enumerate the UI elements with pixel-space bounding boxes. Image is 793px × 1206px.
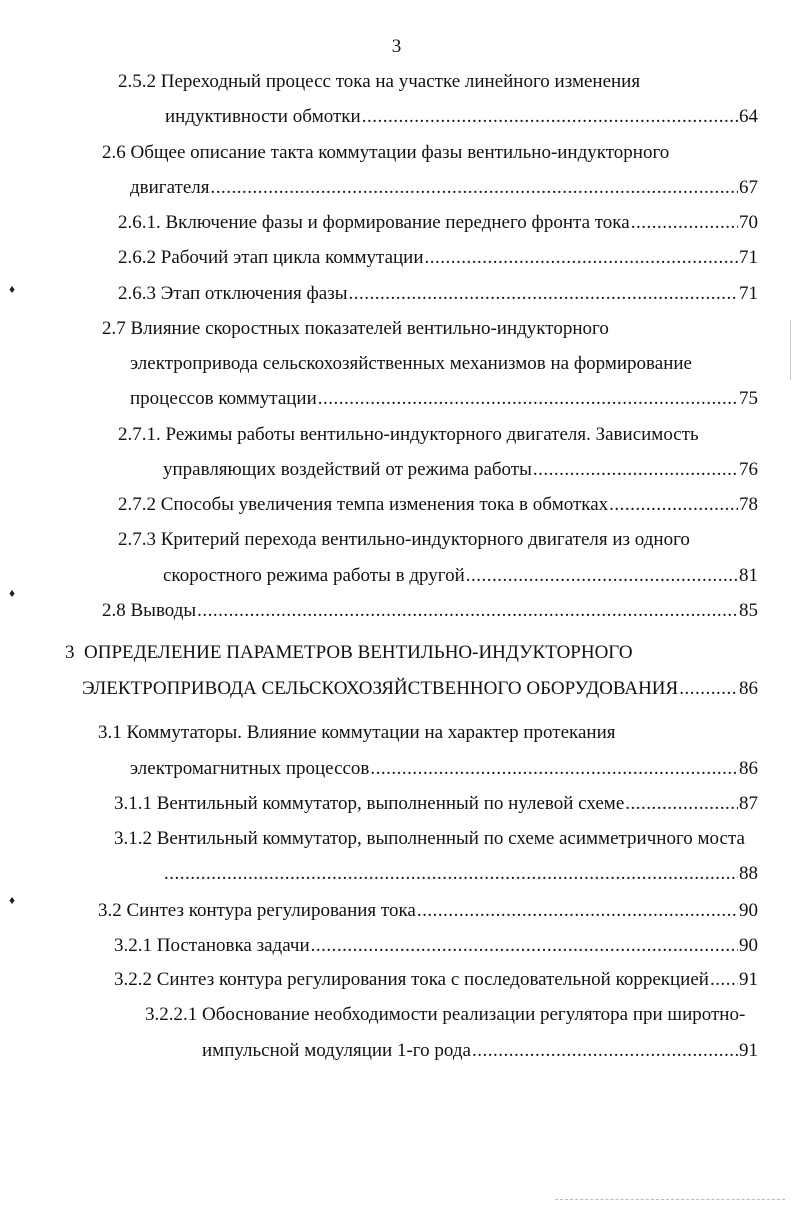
toc-page: 90 <box>739 935 758 956</box>
dot-leader <box>370 757 738 781</box>
toc-title: 3.2 Синтез контура регулирования тока <box>98 900 416 921</box>
toc-title: процессов коммутации <box>130 388 317 409</box>
scan-speck-icon: ♦ <box>9 893 16 907</box>
dot-leader <box>425 246 738 270</box>
toc-title: 2.6.3 Этап отключения фазы <box>118 283 348 304</box>
toc-entry-2-6[interactable] <box>130 176 758 200</box>
toc-entry-2-7-1[interactable] <box>163 458 758 482</box>
toc-title: скоростного режима работы в другой <box>163 565 465 586</box>
toc-page: 90 <box>739 900 758 921</box>
dot-leader <box>197 599 738 623</box>
toc-chapter-3-line-1: 3 ОПРЕДЕЛЕНИЕ ПАРАМЕТРОВ ВЕНТИЛЬНО-ИНДУКТОРНОГО <box>65 642 633 663</box>
toc-entry-2-6-3[interactable] <box>118 282 758 306</box>
scan-rule <box>555 1199 785 1200</box>
toc-page: 75 <box>739 388 758 409</box>
toc-title: импульсной модуляции 1-го рода <box>202 1040 471 1061</box>
dot-leader <box>417 899 738 923</box>
dot-leader <box>710 968 738 992</box>
dot-leader <box>679 677 738 701</box>
scan-speck-icon: ♦ <box>9 586 16 600</box>
toc-page: 67 <box>739 177 758 198</box>
toc-entry-2-7-line-2: электропривода сельскохозяйственных механизмов на формирование <box>130 353 692 374</box>
dot-leader <box>472 1039 738 1063</box>
toc-entry-3-2-2[interactable] <box>114 968 758 992</box>
toc-entry-3-2[interactable] <box>98 899 758 923</box>
toc-title: двигателя <box>130 177 210 198</box>
dot-leader <box>318 387 738 411</box>
toc-title: 2.8 Выводы <box>102 600 197 621</box>
dot-leader <box>609 493 738 517</box>
toc-page: 70 <box>739 212 758 233</box>
toc-entry-3-1-2[interactable] <box>163 862 758 886</box>
dot-leader <box>631 211 738 235</box>
toc-page: 76 <box>739 459 758 480</box>
scan-edge <box>790 320 791 380</box>
toc-entry-3-2-2-1-line-1: 3.2.2.1 Обоснование необходимости реализации регулятора при широтно- <box>145 1004 746 1025</box>
dot-leader <box>362 105 738 129</box>
toc-title: управляющих воздействий от режима работы <box>163 459 532 480</box>
dot-leader <box>466 564 738 588</box>
toc-page: 71 <box>739 283 758 304</box>
toc-page: 88 <box>739 863 758 884</box>
toc-entry-2-6-1[interactable] <box>118 211 758 235</box>
toc-entry-2-6-line-1: 2.6 Общее описание такта коммутации фазы вентильно-индукторного <box>102 142 670 163</box>
toc-entry-2-8[interactable] <box>102 599 758 623</box>
toc-entry-2-7[interactable] <box>130 387 758 411</box>
toc-page: 64 <box>739 106 758 127</box>
toc-entry-2-7-line-1: 2.7 Влияние скоростных показателей вентильно-индукторного <box>102 318 609 339</box>
toc-entry-2-7-1-line-1: 2.7.1. Режимы работы вентильно-индукторного двигателя. Зависимость <box>118 424 699 445</box>
toc-title: индуктивности обмотки <box>165 106 361 127</box>
toc-entry-2-5-2-line-1: 2.5.2 Переходный процесс тока на участке линейного изменения <box>118 71 641 92</box>
toc-entry-2-6-2[interactable] <box>118 246 758 270</box>
toc-entry-2-7-2[interactable] <box>118 493 758 517</box>
toc-title: 3.1.1 Вентильный коммутатор, выполненный по нулевой схеме <box>114 793 625 814</box>
toc-entry-3-1-line-1: 3.1 Коммутаторы. Влияние коммутации на характер протекания <box>98 722 616 743</box>
toc-title: 2.6.2 Рабочий этап цикла коммутации <box>118 247 424 268</box>
dot-leader <box>311 934 738 958</box>
toc-title: 3.2.1 Постановка задачи <box>114 935 310 956</box>
scan-speck-icon: ♦ <box>9 282 16 296</box>
toc-title: ЭЛЕКТРОПРИВОДА СЕЛЬСКОХОЗЯЙСТВЕННОГО ОБОРУДОВАНИЯ <box>82 678 679 699</box>
toc-entry-3-2-2-1[interactable] <box>202 1039 758 1063</box>
toc-page: 81 <box>739 565 758 586</box>
dot-leader <box>349 282 739 306</box>
toc-entry-2-5-2[interactable] <box>165 105 758 129</box>
toc-title: 3.2.2 Синтез контура регулирования тока с последовательной коррекцией <box>114 969 709 990</box>
toc-page: 71 <box>739 247 758 268</box>
toc-page: 78 <box>739 494 758 515</box>
dot-leader <box>533 458 738 482</box>
dot-leader <box>164 862 738 886</box>
toc-entry-2-7-3[interactable] <box>163 564 758 588</box>
toc-entry-3-1-1[interactable] <box>114 792 758 816</box>
toc-entry-3-1-2-line-1: 3.1.2 Вентильный коммутатор, выполненный по схеме асимметричного моста <box>114 828 745 849</box>
toc-chapter-3[interactable] <box>82 677 758 701</box>
toc-page: 91 <box>739 969 758 990</box>
toc-page: 85 <box>739 600 758 621</box>
toc-title: 2.7.2 Способы увеличения темпа изменения тока в обмотках <box>118 494 609 515</box>
dot-leader <box>625 792 738 816</box>
toc-title: 2.6.1. Включение фазы и формирование переднего фронта тока <box>118 212 630 233</box>
dot-leader <box>211 176 739 200</box>
page-number: 3 <box>391 36 402 57</box>
toc-title: электромагнитных процессов <box>130 758 370 779</box>
toc-page: 91 <box>739 1040 758 1061</box>
toc-entry-2-7-3-line-1: 2.7.3 Критерий перехода вентильно-индукторного двигателя из одного <box>118 529 690 550</box>
toc-entry-3-1[interactable] <box>130 757 758 781</box>
toc-page: 87 <box>739 793 758 814</box>
toc-page: 86 <box>739 758 758 779</box>
toc-page: 86 <box>739 678 758 699</box>
toc-entry-3-2-1[interactable] <box>114 934 758 958</box>
